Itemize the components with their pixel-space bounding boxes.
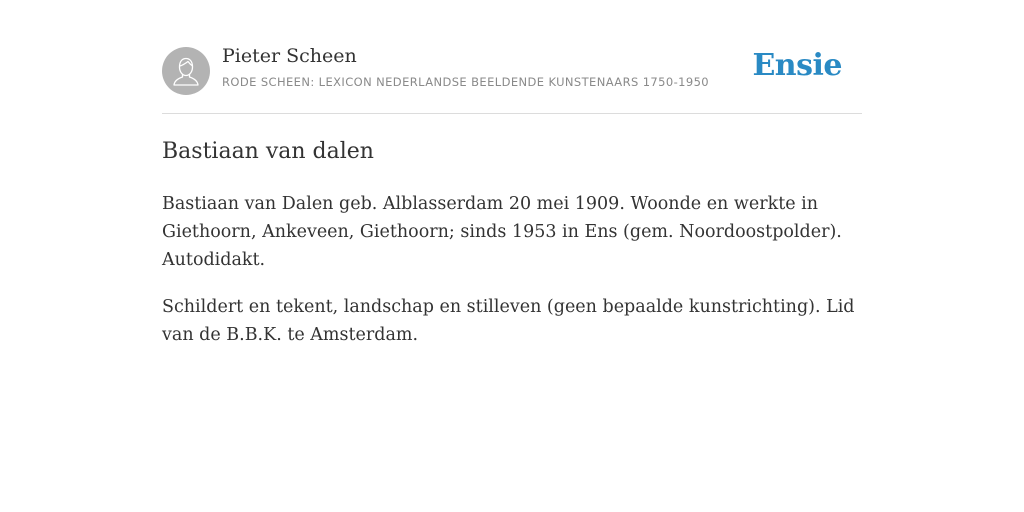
entry-paragraph: Bastiaan van Dalen geb. Alblasserdam 20 mei 1909. Woonde en werkte in Giethoorn, Ankeveen, Giethoorn; sinds 1953 in Ens (gem. Noordoostpolder). Autodidakt. xyxy=(162,194,842,270)
entry-body xyxy=(162,190,866,368)
author-avatar[interactable] xyxy=(162,47,210,95)
source-title[interactable]: RODE SCHEEN: LEXICON NEDERLANDSE BEELDENDE KUNSTENAARS 1750-1950 xyxy=(222,75,709,89)
user-icon xyxy=(162,47,210,95)
ensie-logo[interactable]: Ensie xyxy=(752,48,842,83)
author-name[interactable]: Pieter Scheen xyxy=(222,45,357,67)
entry-header xyxy=(162,0,862,114)
content-container xyxy=(162,0,862,345)
entry-title: Bastiaan van dalen xyxy=(162,139,374,164)
entry-paragraph: Schildert en tekent, landschap en stilleven (geen bepaalde kunstrichting). Lid van de B.B.K. te Amsterdam. xyxy=(162,297,855,345)
